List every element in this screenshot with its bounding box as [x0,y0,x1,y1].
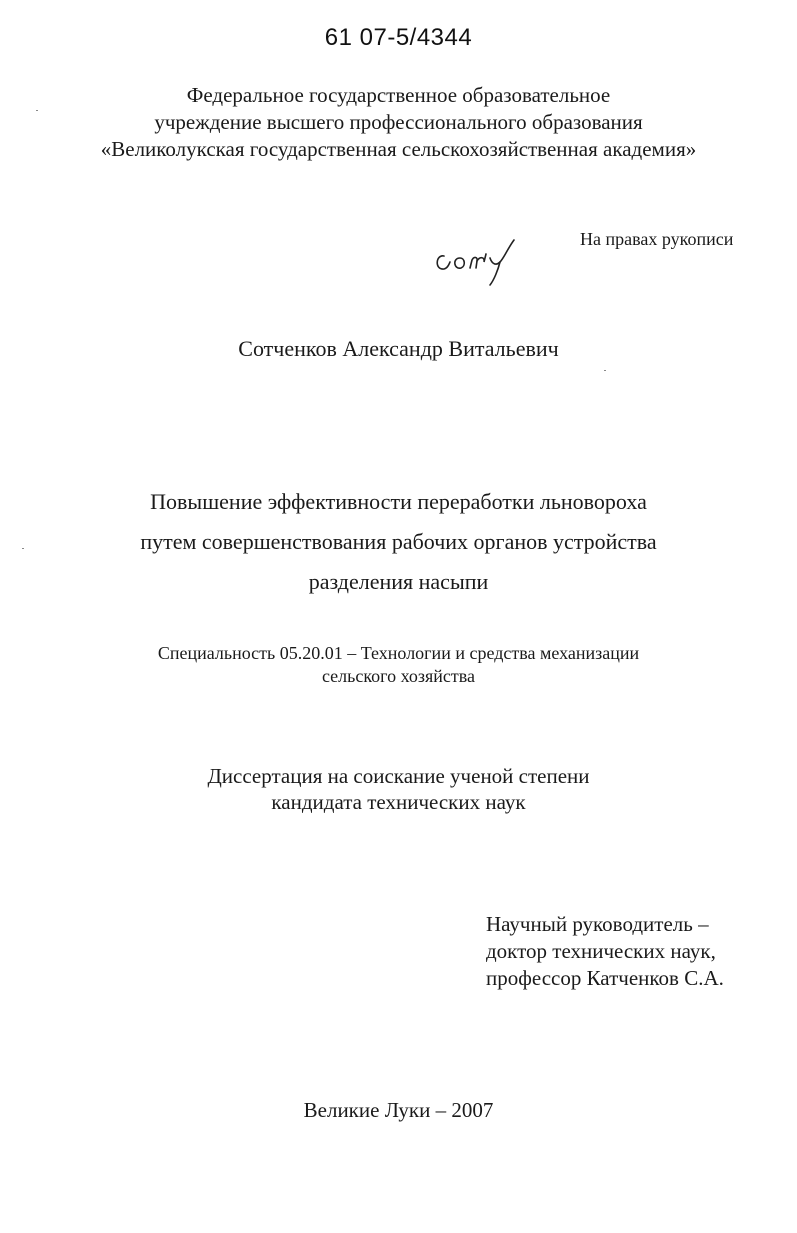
scan-speck [22,548,24,549]
title-line-1: Повышение эффективности переработки льновороха [150,489,647,514]
supervisor-line-2: доктор технических наук, [486,939,716,963]
scan-speck [604,370,606,371]
handwritten-signature [430,236,530,288]
archive-number: 61 07-5/4344 [324,24,473,51]
place-and-year: Великие Луки – 2007 [303,1098,494,1122]
title-line-2: путем совершенствования рабочих органов устройства [140,529,657,554]
author-name: Сотченков Александр Витальевич [238,336,559,361]
institution-line-1: Федеральное государственное образовательное [186,83,611,107]
degree-line-2: кандидата технических наук [271,790,526,814]
title-line-3: разделения насыпи [308,569,489,594]
institution-block [0,82,797,163]
manuscript-rights-note: На правах рукописи [580,229,734,249]
degree-block [0,763,797,815]
specialty-block [0,642,797,688]
supervisor-line-1: Научный руководитель – [486,912,709,936]
dissertation-title [0,482,797,602]
supervisor-line-3: профессор Катченков С.А. [486,966,724,990]
scan-speck [36,110,38,111]
degree-line-1: Диссертация на соискание ученой степени [207,764,590,788]
specialty-line-2: сельского хозяйства [321,666,476,686]
specialty-line-1: Специальность 05.20.01 – Технологии и средства механизации [157,643,640,663]
institution-line-3: «Великолукская государственная сельскохозяйственная академия» [100,137,697,161]
institution-line-2: учреждение высшего профессионального образования [154,110,643,134]
supervisor-block [486,911,724,992]
